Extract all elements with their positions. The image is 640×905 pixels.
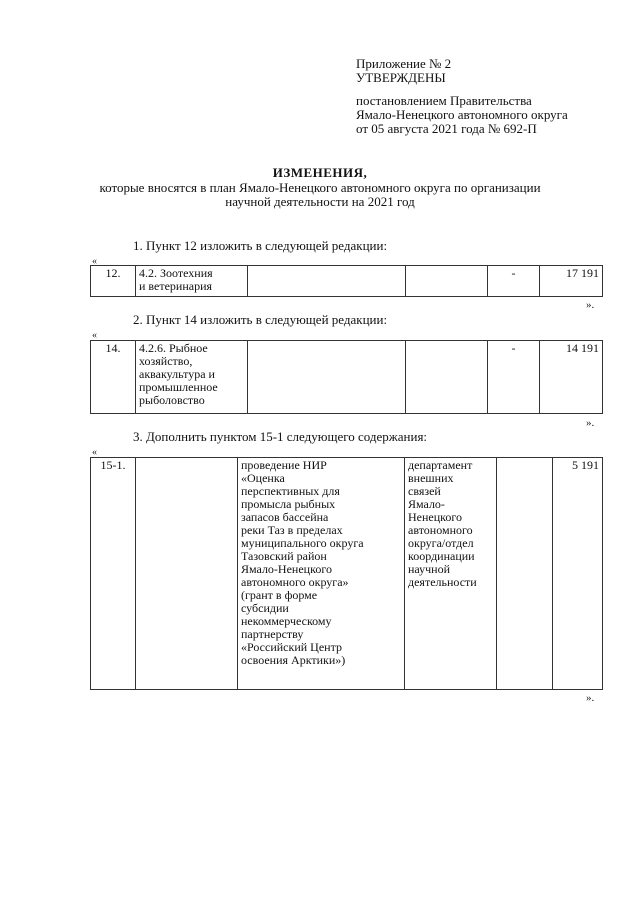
work-cell [238, 458, 405, 690]
executor-cell [406, 341, 488, 414]
executor-line: Ямало- [408, 497, 445, 511]
work-line: реки Таз в пределах [241, 523, 343, 537]
work-line: Тазовский район [241, 549, 327, 563]
close-quote: ». [586, 417, 595, 429]
instruction-3: 3. Дополнить пунктом 15-1 следующего содержания: [133, 429, 428, 444]
area-line: промышленное [139, 380, 218, 394]
area-line: и ветеринария [139, 279, 213, 293]
science-area-cell [136, 266, 248, 297]
executor-cell [405, 458, 497, 690]
decree-line-2: Ямало-Ненецкого автономного округа [356, 107, 568, 122]
dash-cell: - [488, 266, 540, 297]
work-line: перспективных для [241, 484, 340, 498]
work-line: партнерству [241, 627, 304, 641]
open-quote: « [92, 447, 97, 458]
science-area-cell [136, 341, 248, 414]
page-title: ИЗМЕНЕНИЯ, [272, 165, 368, 180]
executor-line: автономного [408, 523, 473, 537]
executor-line: внешних [408, 471, 454, 485]
work-line: субсидии [241, 601, 289, 615]
instruction-2: 2. Пункт 14 изложить в следующей редакции: [133, 312, 388, 327]
subtitle-line-1: которые вносятся в план Ямало-Ненецкого автономного округа по организации [99, 180, 541, 195]
decree-line-3: от 05 августа 2021 года № 692-П [356, 121, 537, 136]
work-line: (грант в форме [241, 588, 318, 602]
appendix-label: Приложение № 2 [356, 56, 452, 71]
item-number: 15-1. [91, 458, 136, 690]
work-cell [248, 341, 406, 414]
close-quote: ». [586, 692, 595, 704]
table-row [91, 341, 603, 414]
executor-line: координации [408, 549, 475, 563]
amount-cell: 17 191 [540, 266, 603, 297]
table-row [91, 266, 603, 297]
executor-line: округа/отдел [408, 536, 474, 550]
executor-line: Ненецкого [408, 510, 463, 524]
amount-cell: 5 191 [553, 458, 603, 690]
executor-line: деятельности [408, 575, 477, 589]
work-line: «Оценка [241, 471, 285, 485]
executor-line: научной [408, 562, 451, 576]
executor-line: департамент [408, 458, 473, 472]
subtitle-line-2: научной деятельности на 2021 год [225, 194, 415, 209]
area-line: рыболовство [139, 393, 205, 407]
table-row [91, 458, 603, 690]
amount-cell: 14 191 [540, 341, 603, 414]
area-line: 4.2.6. Рыбное [139, 341, 208, 355]
science-area-cell [136, 458, 238, 690]
work-line: проведение НИР [241, 458, 327, 472]
work-line: «Российский Центр [241, 640, 342, 654]
area-line: аквакультура и [139, 367, 215, 381]
item-number: 12. [91, 266, 136, 297]
work-line: Ямало-Ненецкого [241, 562, 332, 576]
work-line: муниципального округа [241, 536, 364, 550]
decree-line-1: постановлением Правительства [356, 93, 532, 108]
work-line: автономного округа» [241, 575, 349, 589]
work-cell [248, 266, 406, 297]
approved-label: УТВЕРЖДЕНЫ [356, 70, 446, 85]
work-line: промысла рыбных [241, 497, 336, 511]
area-line: хозяйство, [139, 354, 193, 368]
area-line: 4.2. Зоотехния [139, 266, 213, 280]
work-line: запасов бассейна [241, 510, 329, 524]
table-item-14 [90, 340, 603, 414]
instruction-1: 1. Пункт 12 изложить в следующей редакции: [133, 238, 388, 253]
dash-cell: - [488, 341, 540, 414]
work-line: некоммерческому [241, 614, 332, 628]
close-quote: ». [586, 299, 595, 311]
item-number: 14. [91, 341, 136, 414]
executor-line: связей [408, 484, 441, 498]
open-quote: « [92, 256, 97, 267]
table-item-15-1 [90, 457, 603, 690]
executor-cell [406, 266, 488, 297]
open-quote: « [92, 330, 97, 341]
work-line: освоения Арктики») [241, 653, 346, 667]
dash-cell [497, 458, 553, 690]
table-item-12 [90, 265, 603, 297]
